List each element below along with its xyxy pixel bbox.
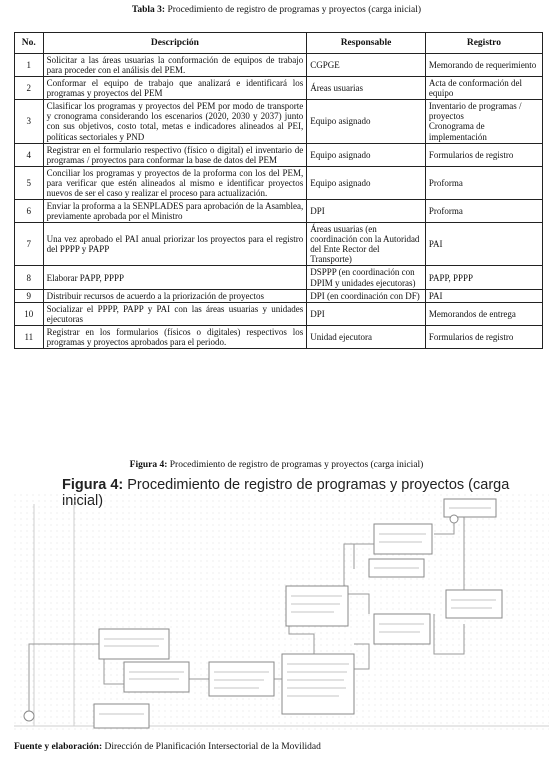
cell-reg: Proforma: [425, 166, 542, 199]
cell-desc: Una vez aprobado el PAI anual priorizar los proyectos para el registro del PPPP y PAPP: [43, 223, 307, 266]
cell-desc: Socializar el PPPP, PAPP y PAI con las áreas usuarias y unidades ejecutoras: [43, 302, 307, 325]
cell-resp: Unidad ejecutora: [307, 325, 426, 348]
cell-reg: Formularios de registro: [425, 325, 542, 348]
cell-resp: CGPGE: [307, 54, 426, 77]
cell-no: 2: [15, 77, 44, 100]
cell-resp: Áreas usuarias (en coordinación con la Autoridad del Ente Rector del Transporte): [307, 223, 426, 266]
flow-merge-node: [450, 515, 458, 523]
cell-reg: Inventario de programas / proyectos Cronograma de implementación: [425, 100, 542, 143]
cell-reg: Acta de conformación del equipo: [425, 77, 542, 100]
cell-no: 6: [15, 200, 44, 223]
figure-caption: [0, 460, 553, 470]
cell-desc: Conciliar los programas y proyectos de la proforma con los del PEM, para verificar que estén alineados al mismo e identificar proyectos nuevos de ser el caso y realizar el proceso para actualización.: [43, 166, 307, 199]
table-row: [15, 289, 543, 302]
cell-desc: Solicitar a las áreas usuarias la conformación de equipos de trabajo para proceder con el análisis del PEM.: [43, 54, 307, 77]
cell-no: 10: [15, 302, 44, 325]
flow-box-10: [446, 590, 502, 618]
flow-box-11: [94, 704, 149, 728]
cell-resp: DPI (en coordinación con DF): [307, 289, 426, 302]
table-row: [15, 166, 543, 199]
table-caption-text: Procedimiento de registro de programas y proyectos (carga inicial): [167, 5, 422, 15]
cell-desc: Registrar en el formulario respectivo (físico o digital) el inventario de programas / proyectos para conformar la base de datos del PEM: [43, 143, 307, 166]
table-header-row: [15, 33, 543, 54]
cell-no: 1: [15, 54, 44, 77]
cell-no: 3: [15, 100, 44, 143]
cell-resp: DPI: [307, 302, 426, 325]
flow-box-6: [374, 524, 432, 554]
cell-resp: Equipo asignado: [307, 100, 426, 143]
process-flow-diagram: [14, 494, 549, 734]
cell-desc: Conformar el equipo de trabajo que analizará e identificará los programas y proyectos del PEM: [43, 77, 307, 100]
table-row: [15, 266, 543, 289]
cell-desc: Registrar en los formularios (físicos o digitales) respectivos los programas y proyectos aprobados para el periodo.: [43, 325, 307, 348]
header-description: Descripción: [43, 33, 307, 54]
source-label: Fuente y elaboración:: [14, 742, 103, 752]
cell-no: 11: [15, 325, 44, 348]
cell-resp: DPI: [307, 200, 426, 223]
cell-resp: Equipo asignado: [307, 143, 426, 166]
table-row: [15, 54, 543, 77]
cell-desc: Distribuir recursos de acuerdo a la priorización de proyectos: [43, 289, 307, 302]
cell-desc: Clasificar los programas y proyectos del PEM por modo de transporte y cronograma considerando los escenarios (2020, 2030 y 2037) junto con sus objetivos, costo total, metas e indicadores alineados al PEI, políticas sectoriales y PND: [43, 100, 307, 143]
cell-no: 4: [15, 143, 44, 166]
source-text: Dirección de Planificación Intersectorial de la Movilidad: [104, 742, 321, 752]
table-row: [15, 302, 543, 325]
cell-resp: Áreas usuarias: [307, 77, 426, 100]
table-row: [15, 200, 543, 223]
table-caption: [0, 5, 553, 15]
cell-reg: PAPP, PPPP: [425, 266, 542, 289]
cell-desc: Elaborar PAPP, PPPP: [43, 266, 307, 289]
cell-no: 5: [15, 166, 44, 199]
table-row: [15, 100, 543, 143]
cell-no: 8: [15, 266, 44, 289]
procedure-table: [14, 32, 543, 349]
cell-resp: Equipo asignado: [307, 166, 426, 199]
cell-reg: PAI: [425, 289, 542, 302]
cell-reg: Formularios de registro: [425, 143, 542, 166]
flow-start-node: [24, 711, 34, 721]
flow-box-4: [286, 586, 348, 626]
figure-heading-text: Procedimiento de registro de programas y proyectos (carga: [127, 477, 510, 493]
figure-caption-text: Procedimiento de registro de programas y proyectos (carga inicial): [169, 460, 424, 470]
cell-no: 7: [15, 223, 44, 266]
cell-resp: DSPPP (en coordinación con DPIM y unidades ejecutoras): [307, 266, 426, 289]
flow-box-5: [282, 654, 354, 714]
table-row: [15, 325, 543, 348]
figure-caption-label: Figura 4:: [129, 460, 168, 470]
table-row: [15, 143, 543, 166]
source-note: [14, 742, 321, 752]
cell-desc: Enviar la proforma a la SENPLADES para aprobación de la Asamblea, previamente aprobada por el Ministro: [43, 200, 307, 223]
header-responsible: Responsable: [307, 33, 426, 54]
cell-reg: Memorando de requerimiento: [425, 54, 542, 77]
flow-box-2: [124, 662, 189, 692]
cell-reg: Memorandos de entrega: [425, 302, 542, 325]
table-row: [15, 77, 543, 100]
cell-no: 9: [15, 289, 44, 302]
header-record: Registro: [425, 33, 542, 54]
flow-box-3: [209, 662, 274, 696]
table-row: [15, 223, 543, 266]
flow-box-8: [374, 614, 430, 644]
figure-heading-label: Figura 4:: [62, 477, 124, 493]
cell-reg: PAI: [425, 223, 542, 266]
table-caption-label: Tabla 3:: [131, 5, 166, 15]
header-no: No.: [15, 33, 44, 54]
cell-reg: Proforma: [425, 200, 542, 223]
flow-box-1: [99, 629, 169, 659]
